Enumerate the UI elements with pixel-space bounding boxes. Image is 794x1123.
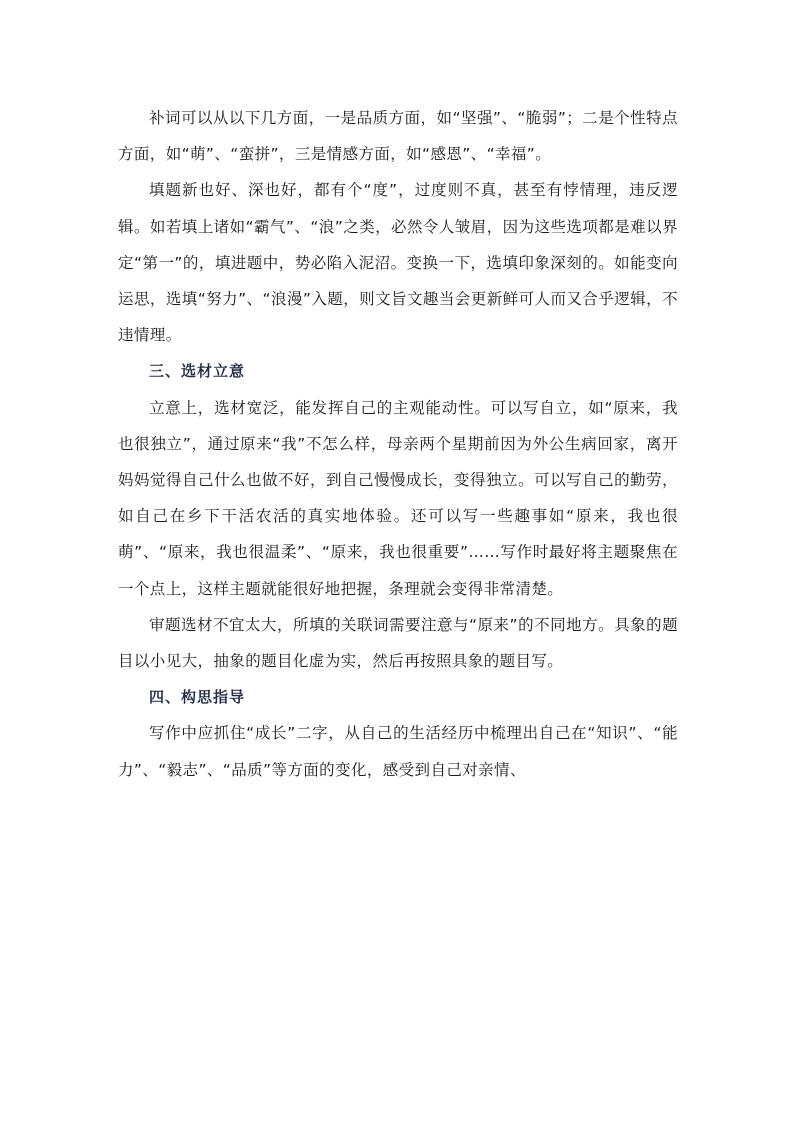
paragraph-supplement-words: 补词可以从以下几方面，一是品质方面，如“坚强”、“脆弱”；二是个性特点方面，如“萌”、“蛮拼”，三是情感方面，如“感恩”、“幸福”。 <box>118 109 678 164</box>
paragraph-theme: 立意上，选材宽泛，能发挥自己的主观能动性。可以写自立，如“原来，我也很独立”，通过原来“我”不怎么样，母亲两个星期前因为外公生病回家，离开妈妈觉得自己什么也做不好，到自己慢慢成长，变得独立。可以写自己的勤劳，如自己在乡下干活农活的真实地体验。还可以写一些趣事如“原来，我也很萌”、“原来，我也很温柔”、“原来，我也很重要”……写作时最好将主题聚焦在一个点上，这样主题就能很好地把握，条理就会变得非常清楚。 <box>118 398 678 598</box>
paragraph-structure: 写作中应抓住“成长”二字，从自己的生活经历中梳理出自己在“知识”、“能力”、“毅志”、“品质”等方面的变化，感受到自己对亲情、 <box>118 724 678 779</box>
document-page <box>118 100 678 788</box>
section-heading-material: 三、选材立意 <box>149 362 246 381</box>
paragraph-degree: 填题新也好、深也好，都有个“度”，过度则不真，甚至有悖情理，违反逻辑。如若填上诸如“霸气”、“浪”之类，必然令人皱眉，因为这些选项都是难以界定“第一”的，填进题中，势必陷入泥沼。变换一下，选填印象深刻的。如能变向运思，选填“努力”、“浪漫”入题，则文旨文趣当会更新鲜可人而又合乎逻辑，不违情理。 <box>118 181 678 345</box>
section-heading-structure: 四、构思指导 <box>149 688 246 707</box>
paragraph-review: 审题选材不宜太大，所填的关联词需要注意与“原来”的不同地方。具象的题目以小见大，抽象的题目化虚为实，然后再按照具象的题目写。 <box>118 615 678 671</box>
